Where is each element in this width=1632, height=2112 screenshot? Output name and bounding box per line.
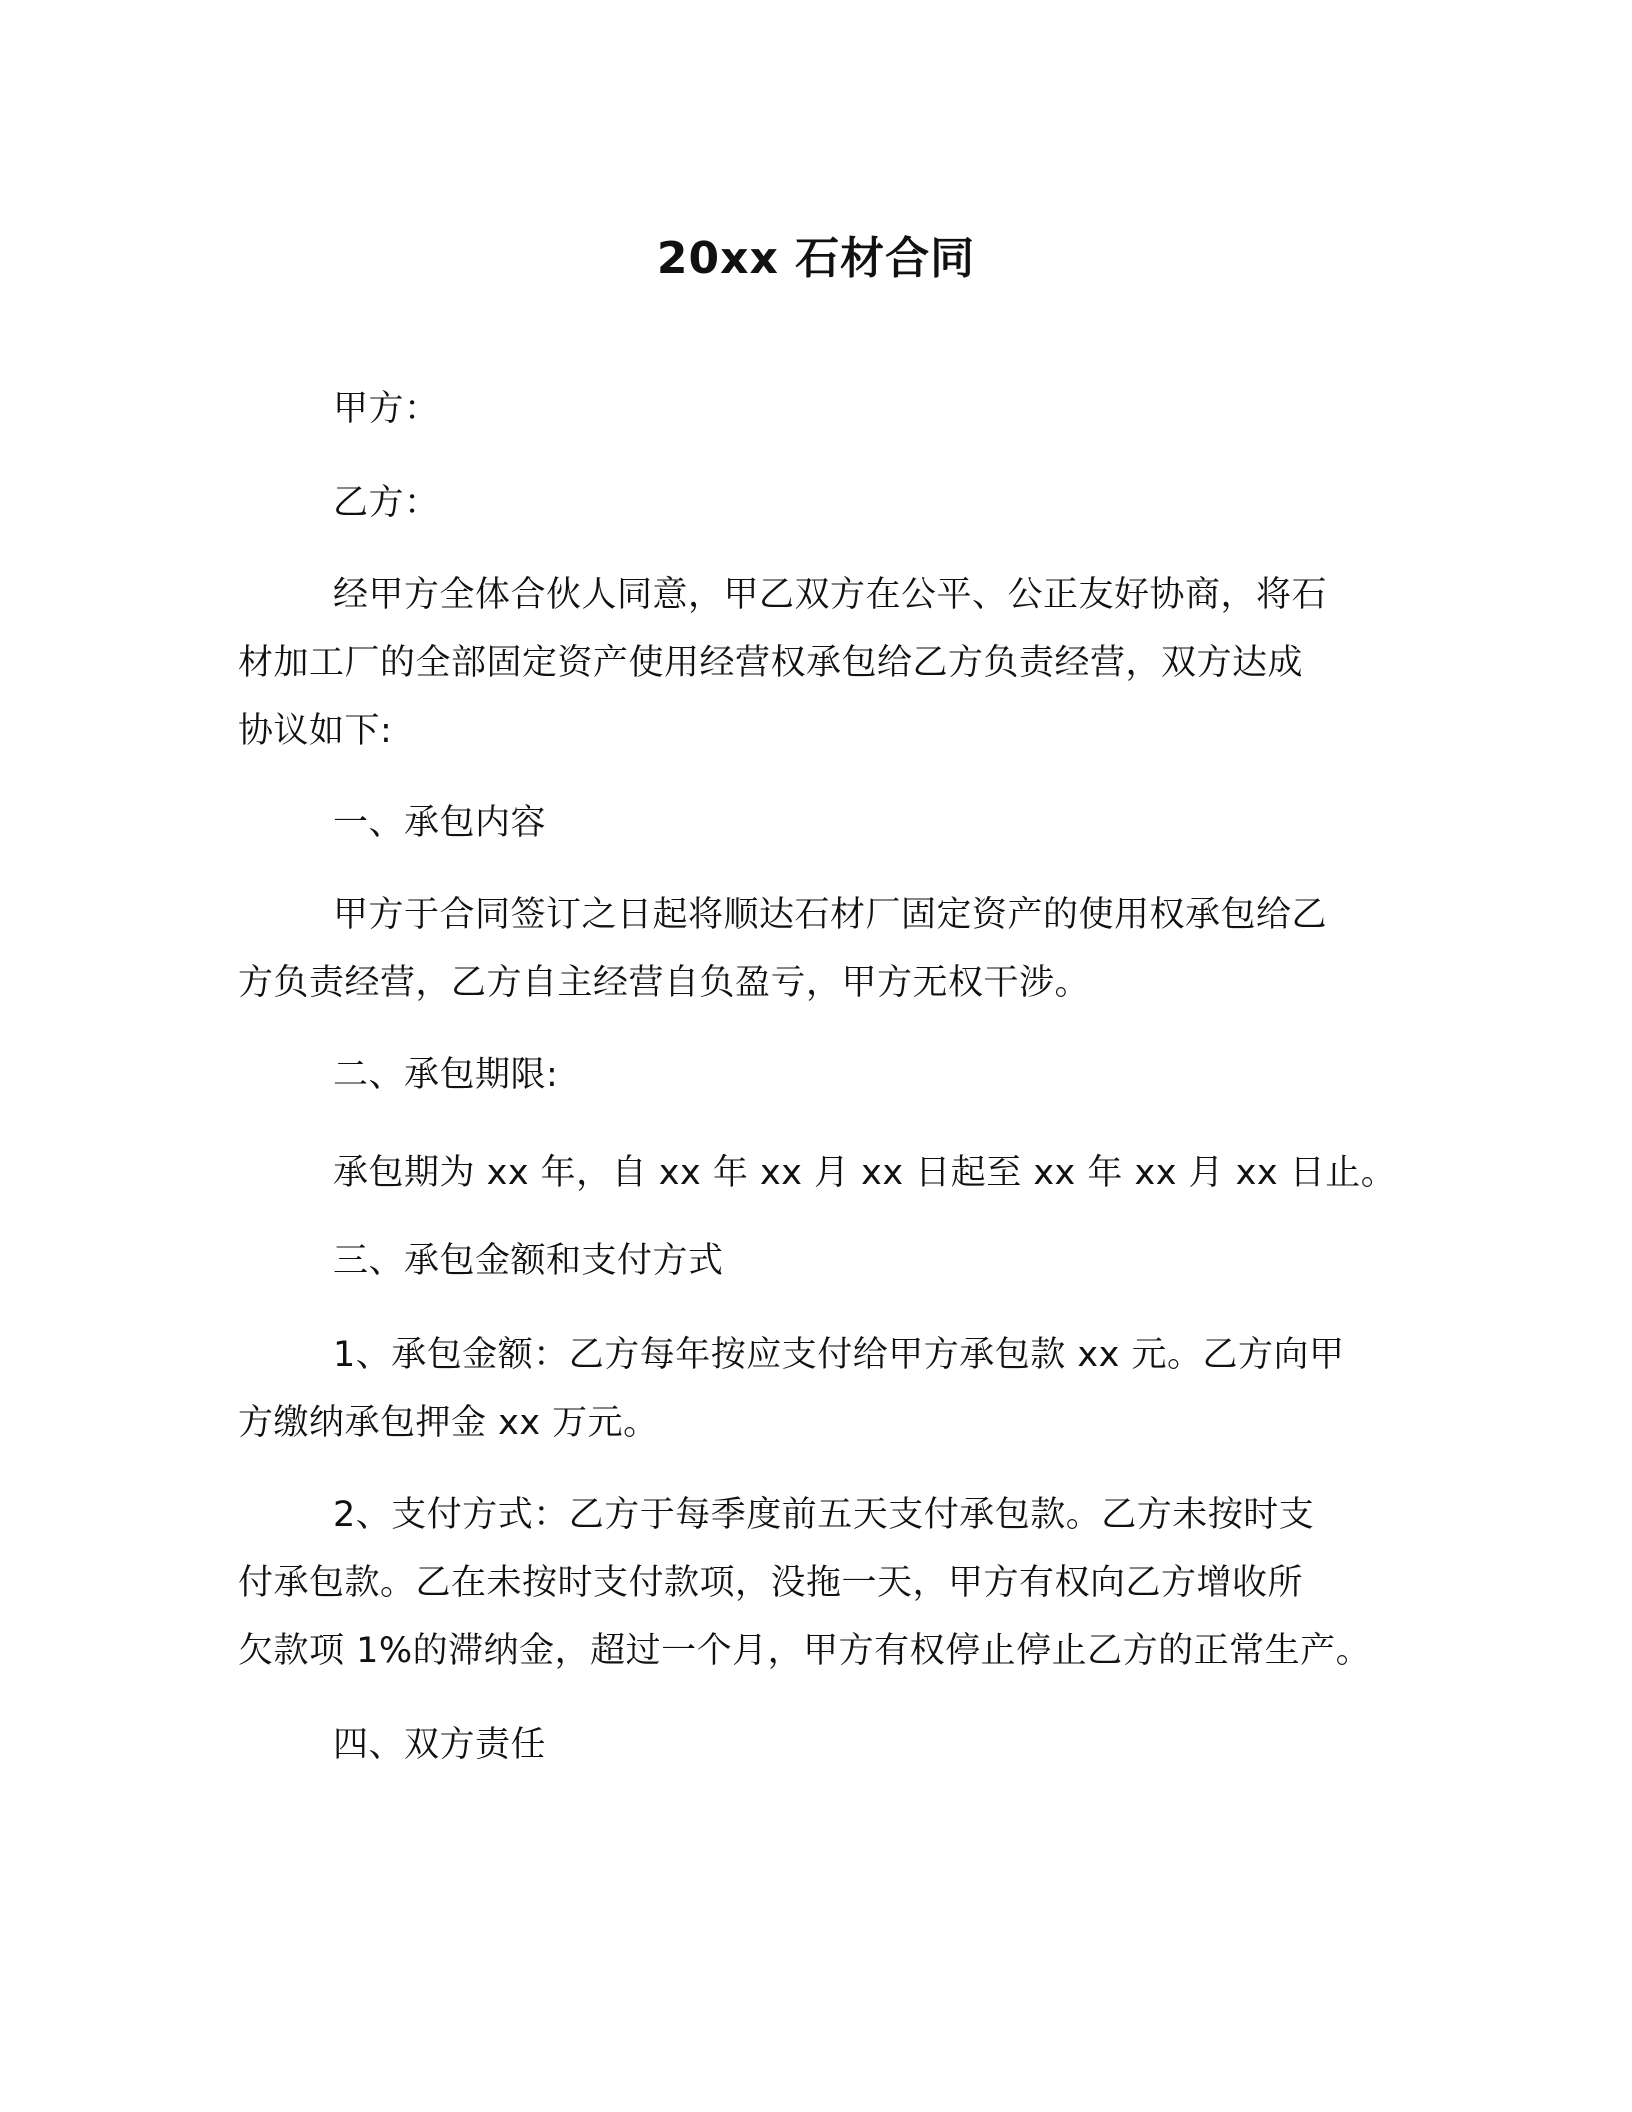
document-title: 20xx 石材合同 [656,233,976,284]
paragraph-line: 1、承包金额：乙方每年按应支付给甲方承包款 xx 元。乙方向甲 [333,1335,1345,1375]
section-heading: 一、承包内容 [333,803,547,843]
intro-line: 材加工厂的全部固定资产使用经营权承包给乙方负责经营，双方达成 [238,643,1304,683]
section-heading: 四、双方责任 [333,1725,547,1765]
paragraph-line: 甲方于合同签订之日起将顺达石材厂固定资产的使用权承包给乙 [333,895,1328,935]
paragraph-line: 付承包款。乙在未按时支付款项，没拖一天，甲方有权向乙方增收所 [238,1563,1304,1603]
paragraph-line: 欠款项 1%的滞纳金，超过一个月，甲方有权停止停止乙方的正常生产。 [238,1631,1372,1671]
paragraph-line: 方负责经营，乙方自主经营自负盈亏，甲方无权干涉。 [238,963,1091,1003]
section-heading: 二、承包期限: [333,1055,559,1095]
party-a-label: 甲方： [333,389,440,429]
paragraph-line: 承包期为 xx 年，自 xx 年 xx 月 xx 日起至 xx 年 xx 月 xx 日止。 [333,1153,1397,1193]
intro-line: 协议如下: [238,711,393,751]
intro-line: 经甲方全体合伙人同意，甲乙双方在公平、公正友好协商，将石 [333,575,1328,615]
party-b-label: 乙方： [333,483,440,523]
section-heading: 三、承包金额和支付方式 [333,1241,724,1281]
paragraph-line: 方缴纳承包押金 xx 万元。 [238,1403,659,1443]
paragraph-line: 2、支付方式：乙方于每季度前五天支付承包款。乙方未按时支 [333,1495,1315,1535]
